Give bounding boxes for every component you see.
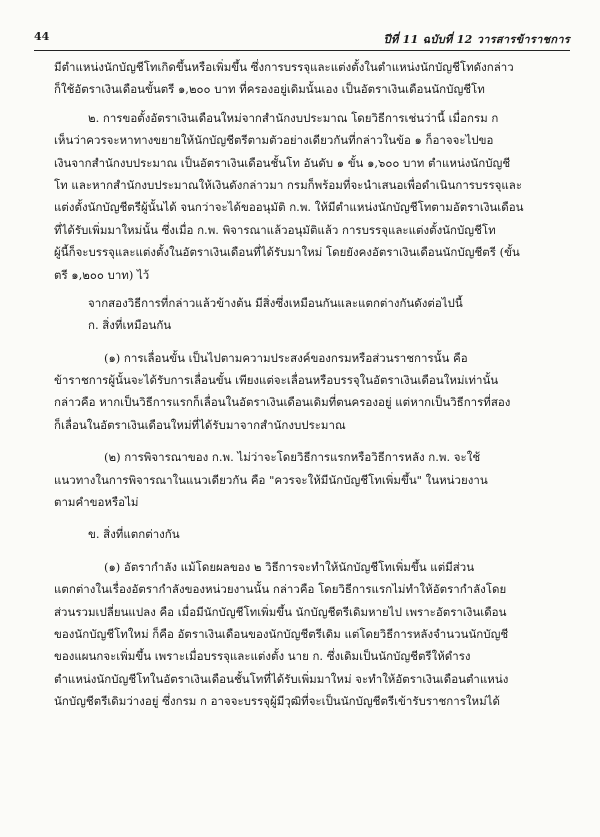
text-line: ส่วนรวมเปลี่ยนแปลง คือ เมื่อมีนักบัญชีโทเพิ่มขึ้น นักบัญชีตรีเดิมหายไป เพราะอัตราเงินเดือน bbox=[54, 604, 507, 619]
text-line: กล่าวคือ หากเป็นวิธีการแรกก็เลื่อนในอัตราเงินเดือนเดิมที่ตนครองอยู่ แต่หากเป็นวิธีการที่สอง bbox=[54, 395, 511, 410]
text-line: แนวทางในการพิจารณาในแนวเดียวกัน คือ "ควรจะให้มีนักบัญชีโทเพิ่มขึ้น" ในหน่วยงาน bbox=[54, 472, 488, 487]
paragraph-gap bbox=[54, 513, 562, 523]
text-line: ข้าราชการผู้นั้นจะได้รับการเลื่อนขั้น เพียงแต่จะเลื่อนหรือบรรจุในอัตราเงินเดือนใหม่เท่านั้น bbox=[54, 373, 499, 388]
text-line: (๑) อัตรากำลัง แม้โดยผลของ ๒ วิธีการจะทำให้นักบัญชีโทเพิ่มขึ้น แต่มีส่วน bbox=[104, 559, 475, 574]
text-line: ของนักบัญชีโทใหม่ ก็คือ อัตราเงินเดือนของนักบัญชีตรีเดิม แต่โดยวิธีการหลังจำนวนนักบัญชี bbox=[54, 626, 509, 641]
text-line: (๑) การเลื่อนขั้น เป็นไปตามความประสงค์ของกรมหรือส่วนราชการนั้น คือ bbox=[104, 350, 468, 365]
text-line: ที่ได้รับเพิ่มมาใหม่นั้น ซึ่งเมื่อ ก.พ. พิจารณาแล้วอนุมัติแล้ว การบรรจุและแต่งตั้งนักบัญชีโท bbox=[54, 222, 496, 237]
text-line: ก. สิ่งที่เหมือนกัน bbox=[88, 318, 172, 333]
page-header bbox=[34, 30, 570, 48]
text-line: ตรี ๑,๒๐๐ บาท) ไว้ bbox=[54, 267, 150, 282]
text-line: มีตำแหน่งนักบัญชีโทเกิดขึ้นหรือเพิ่มขึ้น ซึ่งการบรรจุและแต่งตั้งในตำแหน่งนักบัญชีโทดังกล่าว bbox=[54, 60, 514, 74]
text-line: แตกต่างในเรื่องอัตรากำลังของหน่วยงานนั้น กล่าวคือ โดยวิธีการแรกไม่ทำให้อัตรากำลังโดย bbox=[54, 582, 507, 597]
document-body bbox=[54, 56, 562, 817]
text-line: ก็ใช้อัตราเงินเดือนขั้นตรี ๑,๒๐๐ บาท ที่ครองอยู่เดิมนั้นเอง เป็นอัตราเงินเดือนนักบัญชีโท bbox=[54, 82, 485, 97]
running-head: ปีที่ 11 ฉบับที่ 12 วารสารข้าราชการ bbox=[383, 33, 570, 46]
paragraph-gap bbox=[54, 546, 562, 556]
header-rule bbox=[34, 50, 570, 51]
text-line: แต่งตั้งนักบัญชีตรีผู้นั้นได้ จนกว่าจะได้ขออนุมัติ ก.พ. ให้มีตำแหน่งนักบัญชีโทตามอัตราเงินเดือน bbox=[54, 200, 524, 215]
text-line: นักบัญชีตรีเดิมว่างอยู่ ซึ่งกรม ก อาจจะบรรจุผู้มีวุฒิที่จะเป็นนักบัญชีตรีเข้ารับราชการใหม่ได้ bbox=[54, 694, 500, 709]
text-line: ๒. การขอตั้งอัตราเงินเดือนใหม่จากสำนักงบประมาณ โดยวิธีการเช่นว่านี้ เมื่อกรม ก bbox=[88, 110, 499, 125]
text-line: ผู้นี้ก็จะบรรจุและแต่งตั้งในอัตราเงินเดือนที่ได้รับมาใหม่ โดยยังคงอัตราเงินเดือนนักบัญชีตรี (ขั้น bbox=[54, 245, 520, 260]
text-line: ของแผนกจะเพิ่มขึ้น เพราะเมื่อบรรจุและแต่งตั้ง นาย ก. ซึ่งเดิมเป็นนักบัญชีตรีให้ดำรง bbox=[54, 649, 471, 664]
paragraph-gap bbox=[54, 337, 562, 347]
page-number: 44 bbox=[34, 30, 50, 43]
text-line: ตำแหน่งนักบัญชีโทในอัตราเงินเดือนชั้นโทที่ได้รับเพิ่มมาใหม่ จะทำให้อัตราเงินเดือนตำแหน่ง bbox=[54, 671, 509, 686]
text-line: ตามคำขอหรือไม่ bbox=[54, 495, 139, 510]
paragraph-gap bbox=[54, 436, 562, 446]
text-line: โท และหากสำนักงบประมาณให้เงินดังกล่าวมา กรมก็พร้อมที่จะนำเสนอเพื่อดำเนินการบรรจุและ bbox=[54, 177, 523, 192]
text-line: เงินจากสำนักงบประมาณ เป็นอัตราเงินเดือนชั้นโท อันดับ ๑ ขั้น ๑,๖๐๐ บาท ตำแหน่งนักบัญชี bbox=[54, 155, 511, 170]
text-line: (๒) การพิจารณาของ ก.พ. ไม่ว่าจะโดยวิธีการแรกหรือวิธีการหลัง ก.พ. จะใช้ bbox=[104, 450, 481, 465]
text-line: ข. สิ่งที่แตกต่างกัน bbox=[88, 527, 180, 542]
text-line: จากสองวิธีการที่กล่าวแล้วข้างต้น มีสิ่งซึ่งเหมือนกันและแตกต่างกันดังต่อไปนี้ bbox=[88, 295, 463, 310]
text-line: ก็เลื่อนในอัตราเงินเดือนใหม่ที่ได้รับมาจากสำนักงบประมาณ bbox=[54, 417, 346, 432]
text-line: เห็นว่าควรจะหาทางขยายให้นักบัญชีตรีตามตัวอย่างเดียวกันที่กล่าวในข้อ ๑ ก็อาจจะไปขอ bbox=[54, 133, 494, 148]
